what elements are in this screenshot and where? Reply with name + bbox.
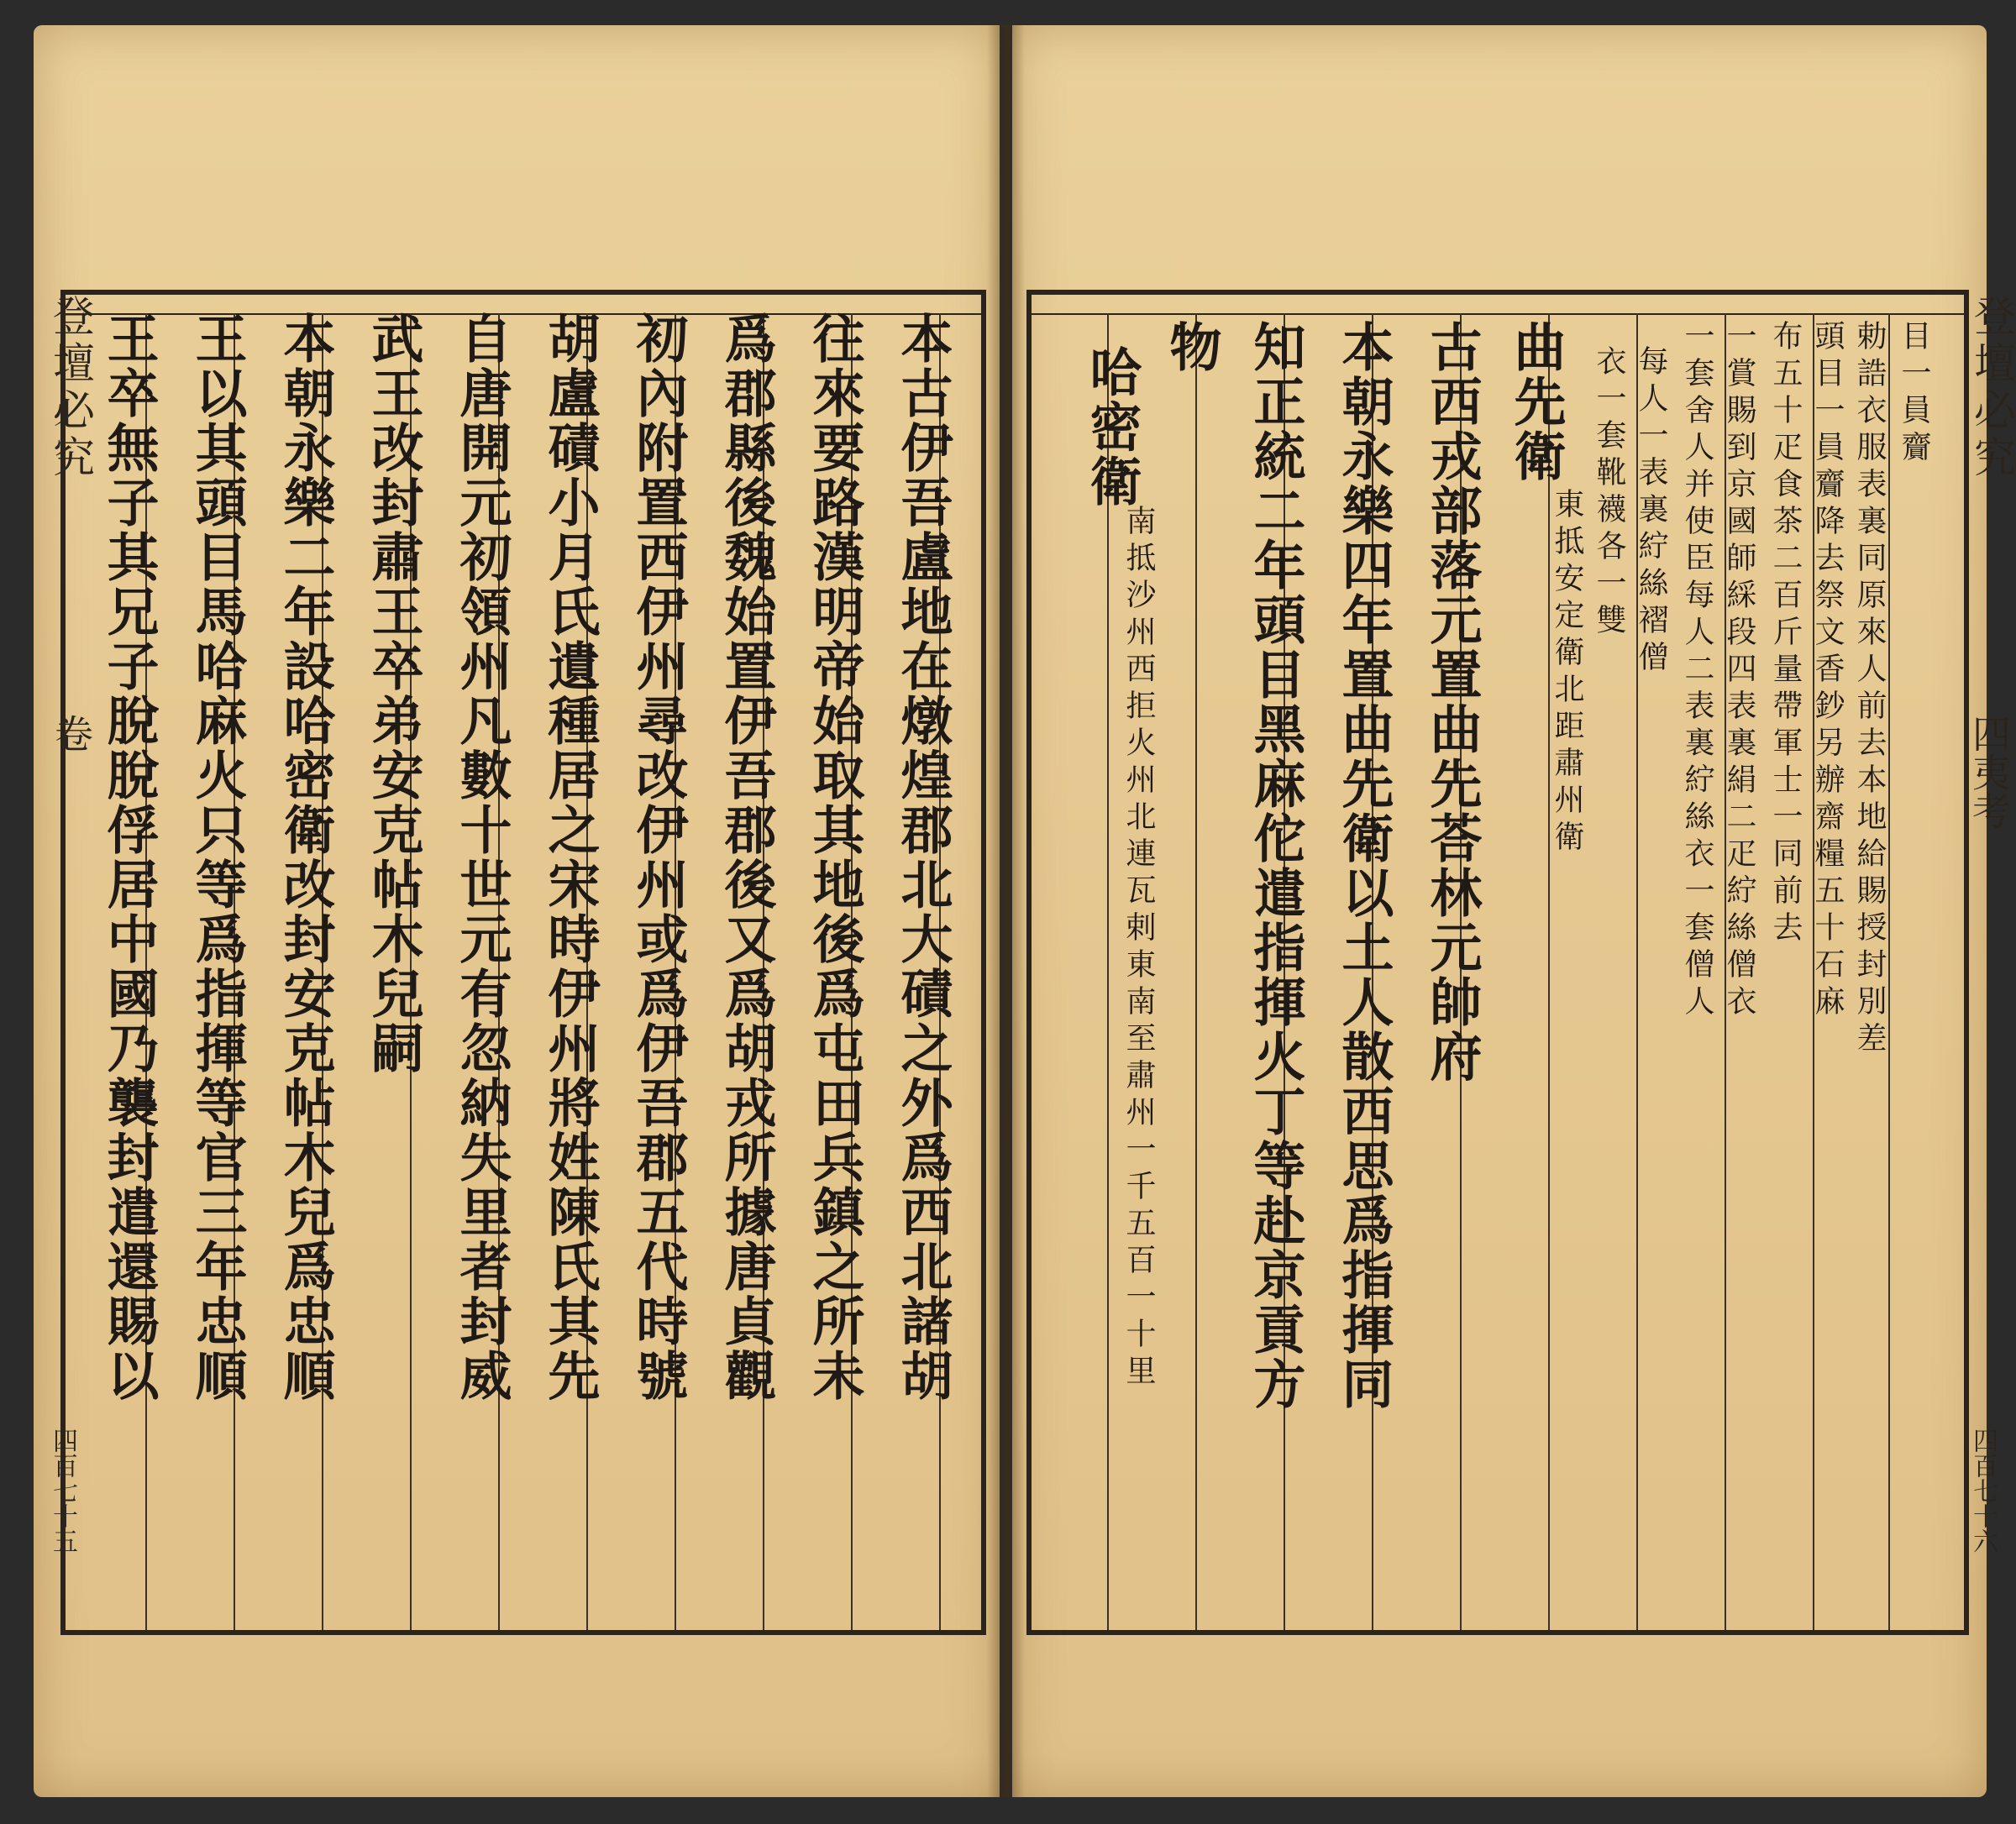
left-margin-title: 登壇必究 xyxy=(46,294,95,482)
left-column-9: 王以其頭目馬哈麻火只等爲指揮等官三年忠順 xyxy=(186,312,248,1403)
note-6: 每人一表裏紵絲褶僧 xyxy=(1634,345,1668,678)
note-3: 布五十疋食茶二百斤量帶軍士一同前去 xyxy=(1768,320,1803,948)
entry-heading-3: 本朝永樂四年置曲先衛以土人散西思爲指揮同 xyxy=(1333,320,1394,1412)
left-column-7: 武王改封肅王卒弟安克帖木兒嗣 xyxy=(363,312,424,1076)
entry-sub-6: 南抵沙州西拒火州北連瓦剌東南至肅州一千五百一十里 xyxy=(1121,505,1156,1392)
left-column-3: 爲郡縣後魏始置伊吾郡後又爲胡戎所據唐貞觀 xyxy=(716,312,777,1403)
book-spine xyxy=(987,25,1025,1797)
entry-heading-4: 知正統二年頭目黑麻佗遣指揮火丁等赴京貢方 xyxy=(1245,320,1306,1412)
note-top: 目一員齎 xyxy=(1897,320,1931,468)
left-column-6: 自唐開元初領州凡數十世元有忽納失里者封威 xyxy=(451,312,512,1403)
right-margin-section: 四夷考 xyxy=(1966,714,2012,830)
right-margin-title: 登壇必究 xyxy=(1967,294,2016,482)
left-column-1: 本古伊吾盧地在燉煌郡北大磧之外爲西北諸胡 xyxy=(892,312,953,1403)
entry-sub-1: 東抵安定衛北距肅州衛 xyxy=(1550,488,1584,857)
left-column-10: 王卒無子其兄子脫脫俘居中國乃襲封遣還賜以 xyxy=(98,312,160,1403)
entry-heading-6: 哈密衛 xyxy=(1081,345,1142,509)
left-page-number: 四百七十五 xyxy=(48,1428,77,1554)
left-column-2: 往來要路漢明帝始取其地後爲屯田兵鎮之所未 xyxy=(804,312,865,1403)
left-page-frame xyxy=(60,290,986,1635)
entry-heading-5: 物 xyxy=(1161,320,1222,375)
entry-heading-1: 曲先衛 xyxy=(1505,320,1567,484)
note-4: 一賞賜到京國師綵段四表裏絹二疋紵絲僧衣 xyxy=(1722,320,1756,1022)
left-margin-section: 卷 xyxy=(49,714,94,752)
note-1: 勅誥衣服表裏同原來人前去本地給賜授封別差 xyxy=(1852,320,1887,1059)
entry-heading-2: 古西戎部落元置曲先荅林元帥府 xyxy=(1421,320,1483,1084)
note-5: 一套舍人并使臣每人二表裏紵絲衣一套僧人 xyxy=(1680,320,1714,1022)
left-column-5: 胡盧磧小月氏遺種居之宋時伊州將姓陳氏其先 xyxy=(539,312,601,1403)
right-page-number: 四百七十六 xyxy=(1968,1428,1998,1554)
right-page-frame xyxy=(1026,290,1969,1635)
left-column-4: 初內附置西伊州尋改伊州或爲伊吾郡五代時號 xyxy=(627,312,689,1403)
note-7: 衣一套靴襪各一雙 xyxy=(1592,345,1626,641)
left-column-8: 本朝永樂二年設哈密衛改封安克帖木兒爲忠順 xyxy=(275,312,336,1403)
note-2: 頭目一員齎降去祭文香鈔另辦齋糧五十石麻 xyxy=(1810,320,1845,1022)
